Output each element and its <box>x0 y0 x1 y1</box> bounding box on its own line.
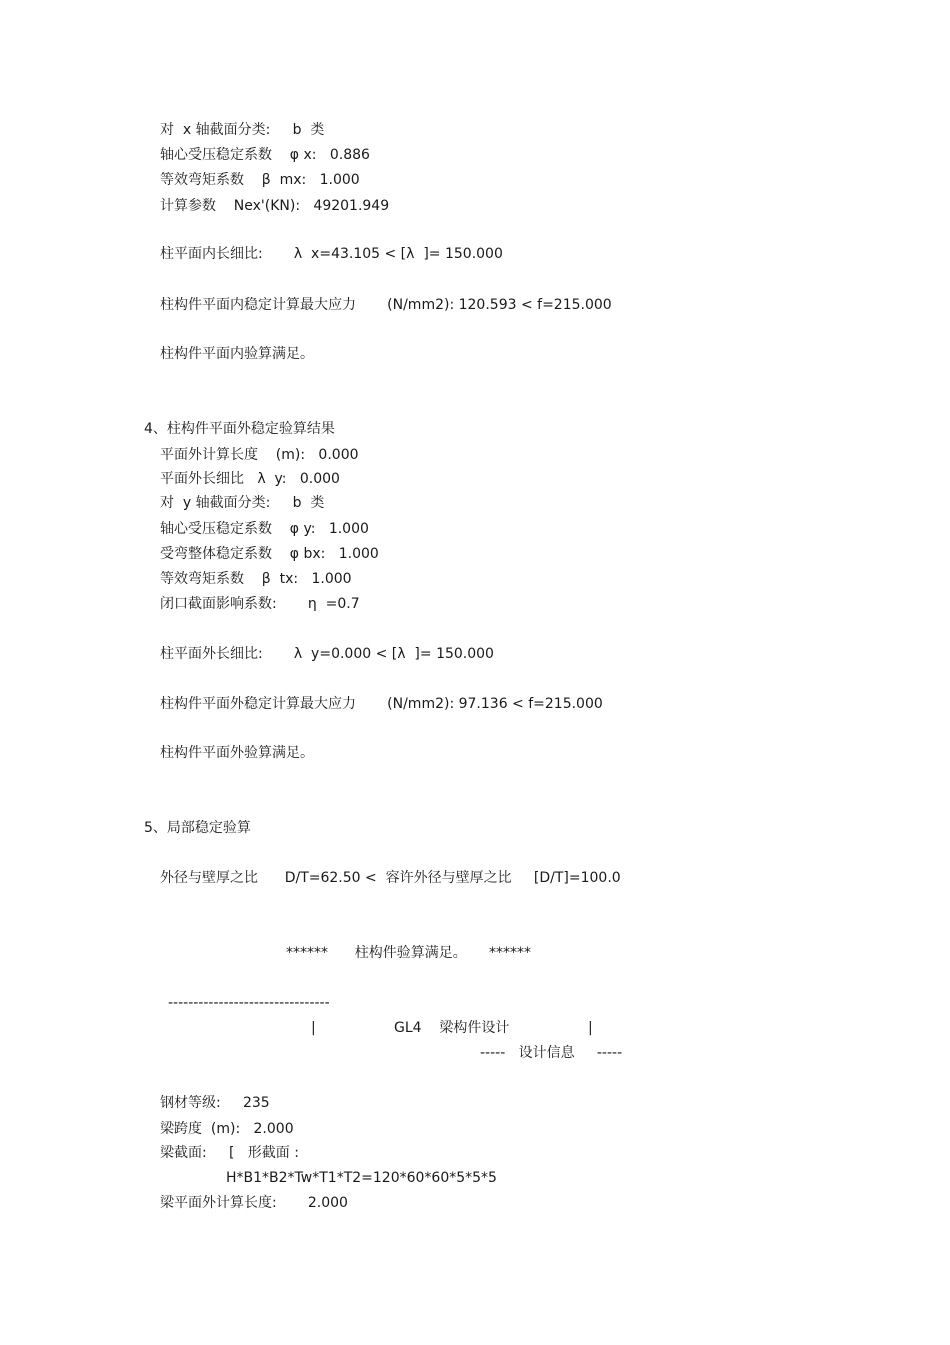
beam-section-dims: H*B1*B2*Tw*T1*T2=120*60*60*5*5*5 <box>226 1170 497 1186</box>
bending-stability: 受弯整体稳定系数 φ bx: 1.000 <box>160 546 379 562</box>
result-out-plane: 柱构件平面外验算满足。 <box>160 745 314 761</box>
gl4-bar-left: | <box>311 1020 316 1036</box>
beam-out-plane-length: 梁平面外计算长度: 2.000 <box>160 1195 348 1211</box>
max-stress-in-plane: 柱构件平面内稳定计算最大应力 (N/mm2): 120.593 < f=215.000 <box>160 297 612 313</box>
axial-stability-x: 轴心受压稳定系数 φ x: 0.886 <box>160 147 370 163</box>
dt-ratio: 外径与壁厚之比 D/T=62.50 < 容许外径与壁厚之比 [D/T]=100.0 <box>160 870 621 886</box>
gl4-title: GL4 梁构件设计 <box>394 1020 510 1036</box>
gl4-dash-rule: -------------------------------- <box>168 995 330 1011</box>
equiv-moment-x: 等效弯矩系数 β mx: 1.000 <box>160 172 360 188</box>
slenderness-in-plane: 柱平面内长细比: λ x=43.105 < [λ ]= 150.000 <box>160 246 503 262</box>
out-plane-slenderness-ratio: 平面外长细比 λ y: 0.000 <box>160 471 340 487</box>
slenderness-out-plane: 柱平面外长细比: λ y=0.000 < [λ ]= 150.000 <box>160 646 494 662</box>
out-plane-calc-length: 平面外计算长度 (m): 0.000 <box>160 447 359 463</box>
y-section-class: 对 y 轴截面分类: b 类 <box>160 495 325 511</box>
calc-param: 计算参数 Nex'(KN): 49201.949 <box>160 198 390 214</box>
closed-section-factor: 闭口截面影响系数: η =0.7 <box>160 596 360 612</box>
beam-span: 梁跨度 (m): 2.000 <box>160 1121 294 1137</box>
x-section-class: 对 x 轴截面分类: b 类 <box>160 122 325 138</box>
column-check-summary: ****** 柱构件验算满足。 ****** <box>286 945 531 961</box>
section-5-title: 5、局部稳定验算 <box>144 820 251 836</box>
axial-stability-y: 轴心受压稳定系数 φ y: 1.000 <box>160 521 369 537</box>
gl4-bar-right: | <box>588 1020 593 1036</box>
result-in-plane: 柱构件平面内验算满足。 <box>160 346 314 362</box>
max-stress-out-plane: 柱构件平面外稳定计算最大应力 (N/mm2): 97.136 < f=215.000 <box>160 696 603 712</box>
design-info-header: ----- 设计信息 ----- <box>480 1045 623 1061</box>
equiv-moment-t: 等效弯矩系数 β tx: 1.000 <box>160 571 352 587</box>
section-4-title: 4、柱构件平面外稳定验算结果 <box>144 421 335 437</box>
beam-section: 梁截面: [ 形截面 : <box>160 1145 299 1161</box>
steel-grade: 钢材等级: 235 <box>160 1095 270 1111</box>
